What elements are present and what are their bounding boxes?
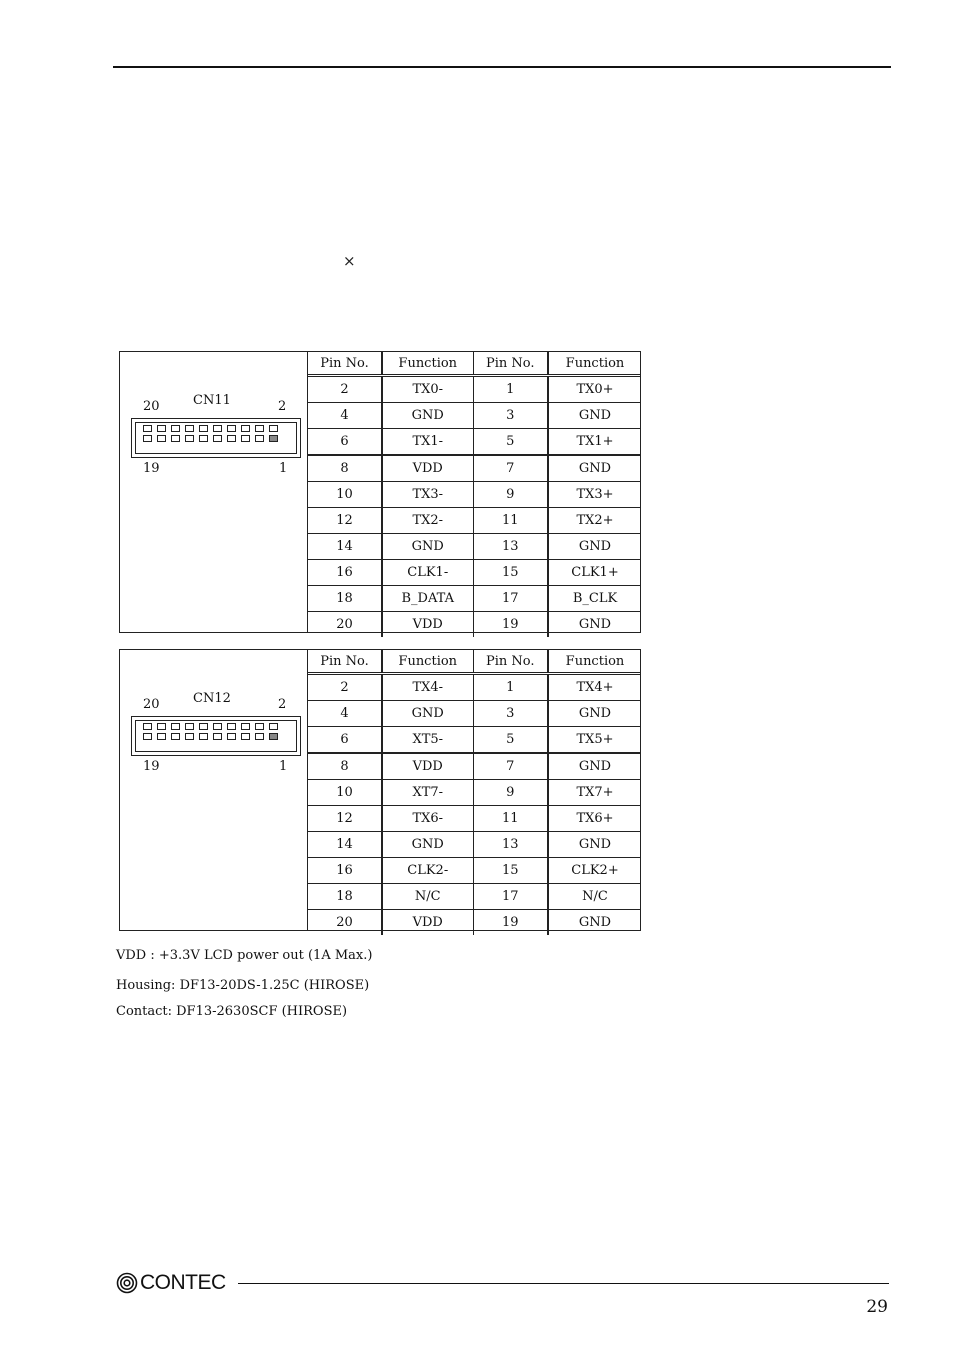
pin-function-cell: VDD: [382, 753, 473, 780]
pin-number-cell: 6: [308, 727, 382, 754]
connector-cn12-shape: [131, 716, 301, 756]
bottom-rule: [238, 1283, 889, 1284]
pin-number-cell: 19: [473, 910, 548, 936]
table-row: [308, 482, 641, 508]
pin-number-cell: 13: [473, 832, 548, 858]
pin: [241, 733, 250, 740]
pin-function-cell: XT7-: [382, 780, 473, 806]
pin-number-cell: 5: [473, 429, 548, 456]
pin-number-cell: 20: [336, 617, 353, 632]
pin-function-cell: GND: [548, 455, 641, 482]
pin: [255, 425, 264, 432]
connector-cn12-block: [119, 649, 641, 931]
column-header: Function: [382, 352, 473, 376]
pin-function-cell: TX7+: [548, 780, 641, 806]
housing-note: Housing: DF13-20DS-1.25C (HIROSE): [116, 978, 370, 993]
table-row: [308, 780, 641, 806]
pin-number-cell: 8: [308, 455, 382, 482]
column-header: Function: [548, 352, 641, 376]
pin: [227, 733, 236, 740]
contact-note: Contact: DF13-2630SCF (HIROSE): [116, 1004, 348, 1019]
pin-number-cell: 17: [473, 884, 548, 910]
column-header: Pin No.: [473, 352, 548, 376]
table-row: [308, 612, 641, 638]
pin-function-cell: VDD: [382, 612, 473, 638]
pin-label-top-left: 20: [143, 697, 160, 712]
table-row: [308, 508, 641, 534]
page-number: 29: [866, 1297, 888, 1317]
pin-number-cell: 15: [473, 858, 548, 884]
connector-cn12-diagram: [120, 650, 308, 930]
pin-function-cell: GND: [548, 910, 641, 936]
pin: [157, 435, 166, 442]
pin: [185, 723, 194, 730]
pin-grid: [143, 425, 278, 445]
pin-function-cell: CLK1-: [382, 560, 473, 586]
pin-function-cell: TX6-: [382, 806, 473, 832]
pin: [171, 723, 180, 730]
pin-number-cell: 6: [308, 429, 382, 456]
pin-function-cell: TX3+: [548, 482, 641, 508]
pin-function-cell: TX2-: [382, 508, 473, 534]
pin-function-cell: TX0+: [548, 376, 641, 403]
pin-function-cell: TX4+: [548, 674, 641, 701]
pin-number-cell: 4: [308, 403, 382, 429]
pin: [227, 425, 236, 432]
table-row: [308, 806, 641, 832]
pin: [227, 723, 236, 730]
pin-number-cell: 13: [473, 534, 548, 560]
connector-cn11-shape: [131, 418, 301, 458]
table-row: [308, 674, 641, 701]
pin-number-cell: 11: [473, 508, 548, 534]
pin: [241, 435, 250, 442]
pin-label-bottom-right: 1: [279, 461, 288, 476]
pin-function-cell: GND: [548, 832, 641, 858]
table-row: [308, 455, 641, 482]
pin-number-cell: 19: [473, 612, 548, 638]
table-row: [308, 727, 641, 754]
table-row: [308, 534, 641, 560]
pin-number-cell: 20: [336, 915, 353, 930]
pin: [185, 425, 194, 432]
pin: [255, 733, 264, 740]
pin: [255, 435, 264, 442]
pin: [213, 425, 222, 432]
pin: [227, 435, 236, 442]
pin-function-cell: GND: [382, 701, 473, 727]
table-row: [308, 586, 641, 612]
pin-function-cell: GND: [548, 701, 641, 727]
pin: [199, 425, 208, 432]
pin: [255, 723, 264, 730]
pin: [199, 733, 208, 740]
pin-number-cell: 10: [308, 780, 382, 806]
pin-label-top-right: 2: [278, 399, 287, 414]
pin-function-cell: XT5-: [382, 727, 473, 754]
pin-number-cell: 1: [473, 674, 548, 701]
pin-number-cell: 17: [473, 586, 548, 612]
pin: [269, 425, 278, 432]
pin-grid: [143, 723, 278, 743]
table-row: [308, 376, 641, 403]
pin: [241, 723, 250, 730]
pin-number-cell: 10: [308, 482, 382, 508]
top-rule: [113, 66, 891, 68]
pin: [269, 733, 278, 740]
pin-function-cell: VDD: [382, 455, 473, 482]
pin-label-top-left: 20: [143, 399, 160, 414]
pin-number-cell: 16: [308, 560, 382, 586]
pin-function-cell: TX2+: [548, 508, 641, 534]
pin-number-cell: 9: [473, 780, 548, 806]
table-row: [308, 858, 641, 884]
connector-name: CN12: [193, 691, 231, 706]
pin-function-cell: B_CLK: [548, 586, 641, 612]
table-row: [308, 910, 641, 936]
pin-number-cell: 18: [308, 586, 382, 612]
pin-function-cell: TX1-: [382, 429, 473, 456]
pin: [157, 723, 166, 730]
pin-function-cell: N/C: [382, 884, 473, 910]
pin-number-cell: 5: [473, 727, 548, 754]
pin: [185, 733, 194, 740]
pin-function-cell: TX6+: [548, 806, 641, 832]
pin-function-cell: TX1+: [548, 429, 641, 456]
connector-cn11-diagram: [120, 352, 308, 632]
pin-number-cell: 4: [308, 701, 382, 727]
pin: [269, 723, 278, 730]
pin: [143, 723, 152, 730]
table-row: [308, 429, 641, 456]
pin-table-cn11: [308, 352, 641, 637]
connector-cn11-block: [119, 351, 641, 633]
pin: [241, 425, 250, 432]
pin-number-cell: 7: [473, 455, 548, 482]
pin-function-cell: TX3-: [382, 482, 473, 508]
pin-number-cell: 3: [473, 701, 548, 727]
pin-number-cell: 3: [473, 403, 548, 429]
logo-text: CONTEC: [140, 1271, 226, 1294]
pin: [157, 425, 166, 432]
pin-number-cell: 2: [308, 376, 382, 403]
contec-logo-icon: [116, 1272, 138, 1294]
column-header: Pin No.: [308, 650, 382, 674]
pin-function-cell: CLK1+: [548, 560, 641, 586]
pin-number-cell: 12: [308, 508, 382, 534]
pin: [171, 425, 180, 432]
table-row: [308, 403, 641, 429]
pin-function-cell: CLK2-: [382, 858, 473, 884]
pin-number-cell: 14: [308, 832, 382, 858]
pin: [185, 435, 194, 442]
pin: [213, 733, 222, 740]
table-row: [308, 832, 641, 858]
pin-function-cell: GND: [548, 612, 641, 638]
pin-function-cell: TX5+: [548, 727, 641, 754]
pin: [171, 733, 180, 740]
pin: [143, 733, 152, 740]
pin-number-cell: 11: [473, 806, 548, 832]
pin: [157, 733, 166, 740]
pin-number-cell: 16: [308, 858, 382, 884]
pin-number-cell: 1: [473, 376, 548, 403]
pin: [199, 435, 208, 442]
column-header: Pin No.: [308, 352, 382, 376]
vdd-note: VDD : +3.3V LCD power out (1A Max.): [116, 948, 373, 963]
pin: [143, 435, 152, 442]
connector-name: CN11: [193, 393, 231, 408]
pin: [143, 425, 152, 432]
pin: [171, 435, 180, 442]
pin-function-cell: GND: [382, 534, 473, 560]
pin-label-bottom-right: 1: [279, 759, 288, 774]
pin-function-cell: GND: [548, 403, 641, 429]
table-row: [308, 884, 641, 910]
pin-function-cell: GND: [548, 753, 641, 780]
pin-function-cell: GND: [382, 832, 473, 858]
pin: [213, 435, 222, 442]
pin: [213, 723, 222, 730]
column-header: Function: [548, 650, 641, 674]
pin-number-cell: 8: [308, 753, 382, 780]
pin-function-cell: GND: [548, 534, 641, 560]
pin-number-cell: 9: [473, 482, 548, 508]
pin-function-cell: TX0-: [382, 376, 473, 403]
pin-number-cell: 12: [308, 806, 382, 832]
pin-label-bottom-left: 19: [143, 759, 160, 774]
table-row: [308, 753, 641, 780]
pin-function-cell: TX4-: [382, 674, 473, 701]
pin-label-top-right: 2: [278, 697, 287, 712]
pin-function-cell: N/C: [548, 884, 641, 910]
pin-number-cell: 14: [308, 534, 382, 560]
pin-label-bottom-left: 19: [143, 461, 160, 476]
pin-number-cell: 2: [308, 674, 382, 701]
pin: [199, 723, 208, 730]
pin-function-cell: GND: [382, 403, 473, 429]
contec-logo: [116, 1271, 226, 1295]
pin-table-cn12: [308, 650, 641, 935]
pin: [269, 435, 278, 442]
pin-function-cell: B_DATA: [382, 586, 473, 612]
pin-function-cell: CLK2+: [548, 858, 641, 884]
column-header: Function: [382, 650, 473, 674]
table-row: [308, 701, 641, 727]
pin-function-cell: VDD: [382, 910, 473, 936]
table-row: [308, 560, 641, 586]
pin-number-cell: 7: [473, 753, 548, 780]
pin-number-cell: 15: [473, 560, 548, 586]
multiply-sign: ×: [343, 252, 356, 270]
column-header: Pin No.: [473, 650, 548, 674]
pin-number-cell: 18: [308, 884, 382, 910]
